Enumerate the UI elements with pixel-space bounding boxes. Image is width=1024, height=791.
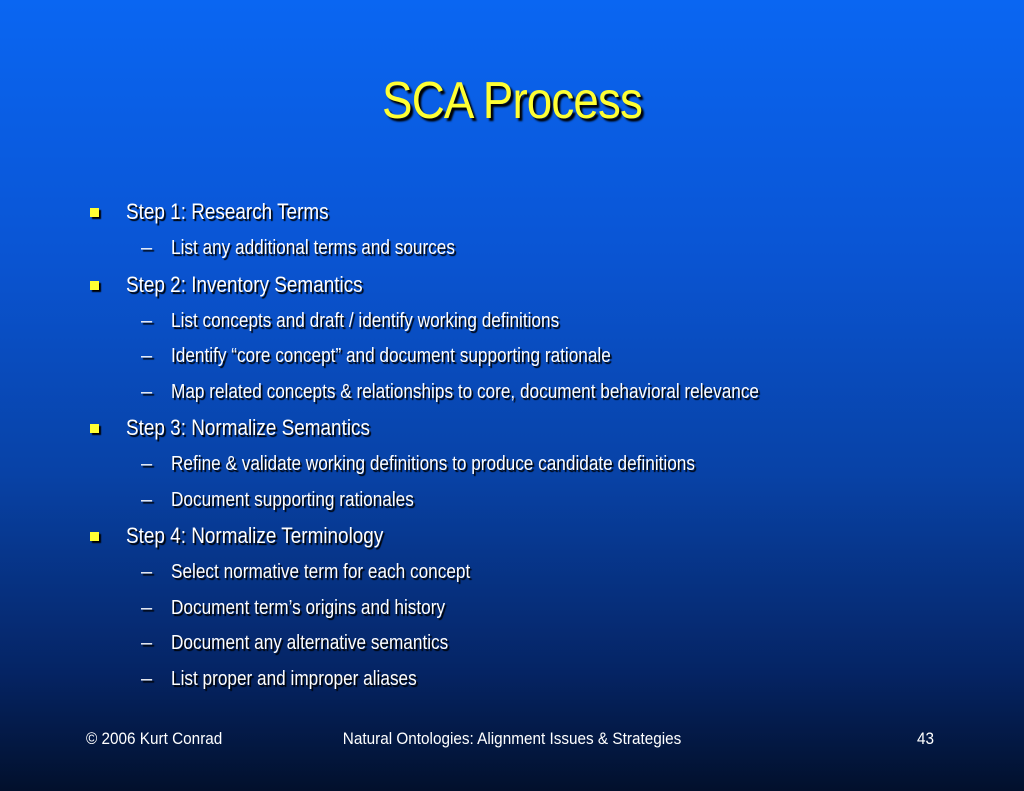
bullet-label: Step 2: Inventory Semantics xyxy=(126,271,363,297)
sub-bullet-label: Map related concepts & relationships to core, document behavioral relevance xyxy=(171,380,760,403)
sub-bullet-item xyxy=(88,557,988,593)
bullet-label: Step 4: Normalize Terminology xyxy=(126,523,384,548)
square-bullet-icon xyxy=(90,281,99,290)
bullet-item-step-4 xyxy=(88,520,988,557)
footer-page-number xyxy=(916,728,935,750)
dash-bullet-icon: – xyxy=(141,596,153,619)
sub-bullet-item xyxy=(88,306,988,342)
sub-bullet-item xyxy=(88,377,988,413)
sub-bullet-label: Document any alternative semantics xyxy=(171,632,449,654)
dash-bullet-icon: – xyxy=(141,632,153,654)
bullet-label: Step 3: Normalize Semantics xyxy=(126,415,370,440)
sub-bullet-label: List any additional terms and sources xyxy=(171,237,455,259)
page-number-text: 43 xyxy=(916,729,934,748)
square-bullet-icon xyxy=(90,208,99,217)
sub-bullet-label: Identify “core concept” and document supporting rationale xyxy=(171,345,611,367)
sub-bullet-label: Document supporting rationales xyxy=(171,488,414,511)
dash-bullet-icon: – xyxy=(141,237,153,259)
sub-bullet-label: Document term’s origins and history xyxy=(171,596,446,619)
sub-bullet-item xyxy=(88,449,988,485)
bullet-label: Step 1: Research Terms xyxy=(126,199,329,224)
dash-bullet-icon: – xyxy=(141,453,153,475)
dash-bullet-icon: – xyxy=(141,345,153,367)
square-bullet-icon xyxy=(90,532,99,541)
dash-bullet-icon: – xyxy=(141,380,153,403)
bullet-item-step-2 xyxy=(88,269,988,306)
sub-bullet-item xyxy=(88,485,988,521)
sub-bullet-item xyxy=(88,233,988,269)
dash-bullet-icon: – xyxy=(141,309,153,332)
bullet-item-step-1 xyxy=(88,196,988,233)
sub-bullet-item xyxy=(88,593,988,629)
dash-bullet-icon: – xyxy=(141,561,153,583)
sub-bullet-item xyxy=(88,341,988,377)
presentation-title-text: Natural Ontologies: Alignment Issues & Strategies xyxy=(342,729,682,748)
sub-bullet-label: Refine & validate working definitions to produce candidate definitions xyxy=(171,453,695,475)
bullet-item-step-3 xyxy=(88,412,988,449)
sub-bullet-item xyxy=(88,664,988,700)
footer-presentation-title xyxy=(0,728,1024,750)
copyright-text: © 2006 Kurt Conrad xyxy=(86,729,223,748)
bullet-list xyxy=(88,196,988,699)
dash-bullet-icon: – xyxy=(141,667,153,690)
sub-bullet-item xyxy=(88,628,988,664)
dash-bullet-icon: – xyxy=(141,488,153,511)
sub-bullet-label: Select normative term for each concept xyxy=(171,561,471,583)
square-bullet-icon xyxy=(90,424,99,433)
sub-bullet-label: List concepts and draft / identify working definitions xyxy=(171,309,560,332)
slide-title: SCA Process xyxy=(382,72,642,130)
sub-bullet-label: List proper and improper aliases xyxy=(171,667,417,690)
